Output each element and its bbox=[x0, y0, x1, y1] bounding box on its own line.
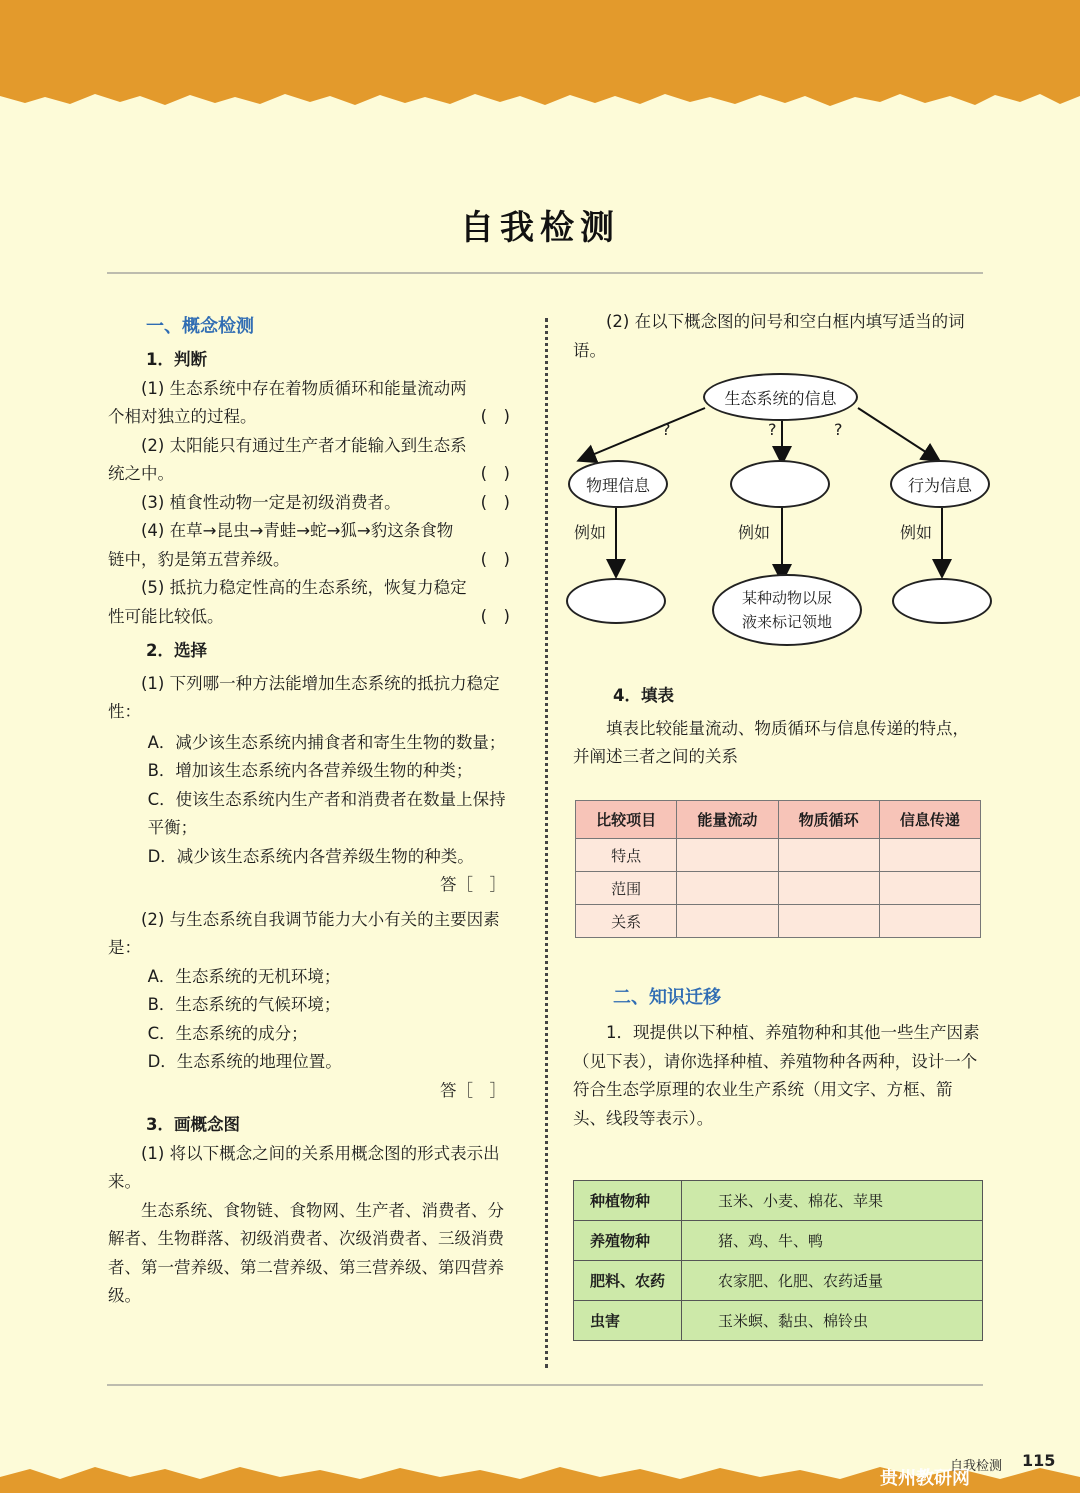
choice-option: B．增加该生态系统内各营养级生物的种类； bbox=[147, 761, 473, 780]
answer-bracket[interactable]: 答［ ］ bbox=[440, 875, 506, 894]
left-column bbox=[108, 312, 518, 1311]
knowledge-transfer-section bbox=[573, 983, 983, 1133]
judge-text: (4) 在草→昆虫→青蛙→蛇→狐→豹这条食物 bbox=[141, 521, 454, 540]
blank-cell[interactable] bbox=[677, 839, 778, 872]
node-text: 某种动物以尿 bbox=[741, 589, 832, 607]
node-physical-information: 物理信息 bbox=[568, 460, 668, 508]
footer-section-name: 自我检测 bbox=[950, 1459, 1003, 1474]
blank-cell[interactable] bbox=[778, 839, 879, 872]
node-blank-right-example[interactable] bbox=[892, 578, 992, 624]
node-ecosystem-information: 生态系统的信息 bbox=[703, 373, 858, 421]
comparison-table bbox=[575, 800, 981, 938]
table-header: 物质循环 bbox=[778, 801, 879, 839]
concept-map2-stem: (2) 在以下概念图的问号和空白框内填写适当的词语。 bbox=[573, 312, 965, 360]
node-urine-marking-example bbox=[712, 574, 862, 646]
q4-title: 4．填表 bbox=[613, 686, 674, 705]
q4-text: 填表比较能量流动、物质循环与信息传递的特点，并阐述三者之间的关系 bbox=[573, 718, 969, 766]
section-heading-transfer: 二、知识迁移 bbox=[613, 987, 721, 1008]
question-mark-label: ? bbox=[834, 420, 843, 439]
blank-cell[interactable] bbox=[677, 905, 778, 938]
table-header: 比较项目 bbox=[576, 801, 677, 839]
page-title: 自我检测 bbox=[460, 208, 620, 248]
node-behavioral-information: 行为信息 bbox=[890, 460, 990, 508]
answer-bracket[interactable]: ( ) bbox=[480, 549, 510, 569]
node-blank-left-example[interactable] bbox=[566, 578, 666, 624]
judge-text: 统之中。 bbox=[108, 464, 174, 483]
page-number: 115 bbox=[1022, 1451, 1056, 1470]
row-value: 玉米螟、黏虫、棉铃虫 bbox=[682, 1301, 983, 1341]
q3-title: 3．画概念图 bbox=[146, 1115, 240, 1134]
resource-table bbox=[573, 1180, 983, 1341]
table-row bbox=[576, 872, 981, 905]
example-label: 例如 bbox=[738, 523, 771, 542]
row-value: 猪、鸡、牛、鸭 bbox=[682, 1221, 983, 1261]
judge-item bbox=[108, 489, 518, 518]
question-mark-label: ? bbox=[768, 420, 777, 439]
choice-option: C．生态系统的成分； bbox=[147, 1023, 308, 1043]
table-row bbox=[574, 1221, 983, 1261]
row-label: 虫害 bbox=[574, 1301, 682, 1341]
judge-item bbox=[108, 574, 518, 631]
judge-text: (1) 生态系统中存在着物质循环和能量流动两 bbox=[141, 378, 467, 398]
blank-cell[interactable] bbox=[879, 839, 980, 872]
row-label: 特点 bbox=[576, 839, 677, 872]
judge-text: 性可能比较低。 bbox=[108, 606, 224, 626]
table-header: 能量流动 bbox=[677, 801, 778, 839]
q1-title: 1．判断 bbox=[146, 350, 207, 369]
bottom-rule bbox=[107, 1384, 983, 1386]
judge-text: (2) 太阳能只有通过生产者才能输入到生态系 bbox=[141, 435, 467, 455]
row-label: 养殖物种 bbox=[574, 1221, 682, 1261]
node-text: 液来标记领地 bbox=[741, 613, 832, 631]
judge-item bbox=[108, 375, 518, 432]
blank-cell[interactable] bbox=[778, 905, 879, 938]
choice-option: B．生态系统的气候环境； bbox=[147, 995, 341, 1014]
row-value: 农家肥、化肥、农药适量 bbox=[682, 1261, 983, 1301]
blank-cell[interactable] bbox=[879, 872, 980, 905]
example-label: 例如 bbox=[574, 523, 607, 542]
watermark: 贵州教研网 bbox=[880, 1468, 970, 1489]
judge-item bbox=[108, 432, 518, 489]
question-mark-label: ? bbox=[662, 420, 671, 439]
choice-option: A．减少该生态系统内捕食者和寄生生物的数量； bbox=[147, 732, 506, 752]
node-blank-middle[interactable] bbox=[730, 460, 830, 508]
row-label: 种植物种 bbox=[574, 1181, 682, 1221]
example-label: 例如 bbox=[900, 523, 933, 542]
judge-text: 个相对独立的过程。 bbox=[108, 407, 257, 426]
judge-text: 链中，豹是第五营养级。 bbox=[108, 549, 290, 569]
choice-option: A．生态系统的无机环境； bbox=[147, 966, 341, 986]
table-row bbox=[574, 1261, 983, 1301]
blank-cell[interactable] bbox=[879, 905, 980, 938]
choice-option: D．生态系统的地理位置。 bbox=[147, 1052, 342, 1071]
answer-bracket[interactable]: ( ) bbox=[480, 407, 510, 426]
judge-text: (3) 植食性动物一定是初级消费者。 bbox=[141, 492, 401, 512]
answer-bracket[interactable]: ( ) bbox=[480, 492, 510, 512]
concept-map-stem: (1) 将以下概念之间的关系用概念图的形式表示出来。 bbox=[108, 1143, 500, 1191]
judge-item bbox=[108, 517, 518, 574]
table-row bbox=[574, 1181, 983, 1221]
choice1-stem: (1) 下列哪一种方法能增加生态系统的抵抗力稳定性： bbox=[108, 673, 500, 721]
row-label: 关系 bbox=[576, 905, 677, 938]
column-divider bbox=[545, 318, 548, 1368]
section-heading-concept: 一、概念检测 bbox=[146, 316, 254, 337]
answer-bracket[interactable]: ( ) bbox=[480, 606, 510, 626]
transfer-text: 1．现提供以下种植、养殖物种和其他一些生产因素（见下表），请你选择种植、养殖物种各两种，设计一个符合生态学原理的农业生产系统（用文字、方框、箭头、线段等表示）。 bbox=[573, 1023, 980, 1128]
table-row bbox=[576, 839, 981, 872]
table-row bbox=[576, 905, 981, 938]
choice-option: C．使该生态系统内生产者和消费者在数量上保持平衡； bbox=[147, 789, 506, 837]
choice-option: D．减少该生态系统内各营养级生物的种类。 bbox=[147, 846, 474, 866]
concept-terms: 生态系统、食物链、食物网、生产者、消费者、分解者、生物群落、初级消费者、次级消费者、三级消费者、第一营养级、第二营养级、第三营养级、第四营养级。 bbox=[108, 1200, 504, 1305]
judge-text: (5) 抵抗力稳定性高的生态系统，恢复力稳定 bbox=[141, 578, 467, 597]
row-value: 玉米、小麦、棉花、苹果 bbox=[682, 1181, 983, 1221]
row-label: 范围 bbox=[576, 872, 677, 905]
row-label: 肥料、农药 bbox=[574, 1261, 682, 1301]
table-header: 信息传递 bbox=[879, 801, 980, 839]
right-column bbox=[573, 308, 983, 365]
top-orange-band bbox=[0, 0, 1080, 110]
blank-cell[interactable] bbox=[778, 872, 879, 905]
answer-bracket[interactable]: ( ) bbox=[480, 464, 510, 483]
blank-cell[interactable] bbox=[677, 872, 778, 905]
fill-table-section bbox=[573, 682, 983, 772]
top-rule bbox=[107, 272, 983, 274]
table-row bbox=[574, 1301, 983, 1341]
answer-bracket[interactable]: 答［ ］ bbox=[440, 1080, 506, 1100]
choice2-stem: (2) 与生态系统自我调节能力大小有关的主要因素是： bbox=[108, 909, 500, 957]
q2-title: 2．选择 bbox=[146, 641, 207, 660]
